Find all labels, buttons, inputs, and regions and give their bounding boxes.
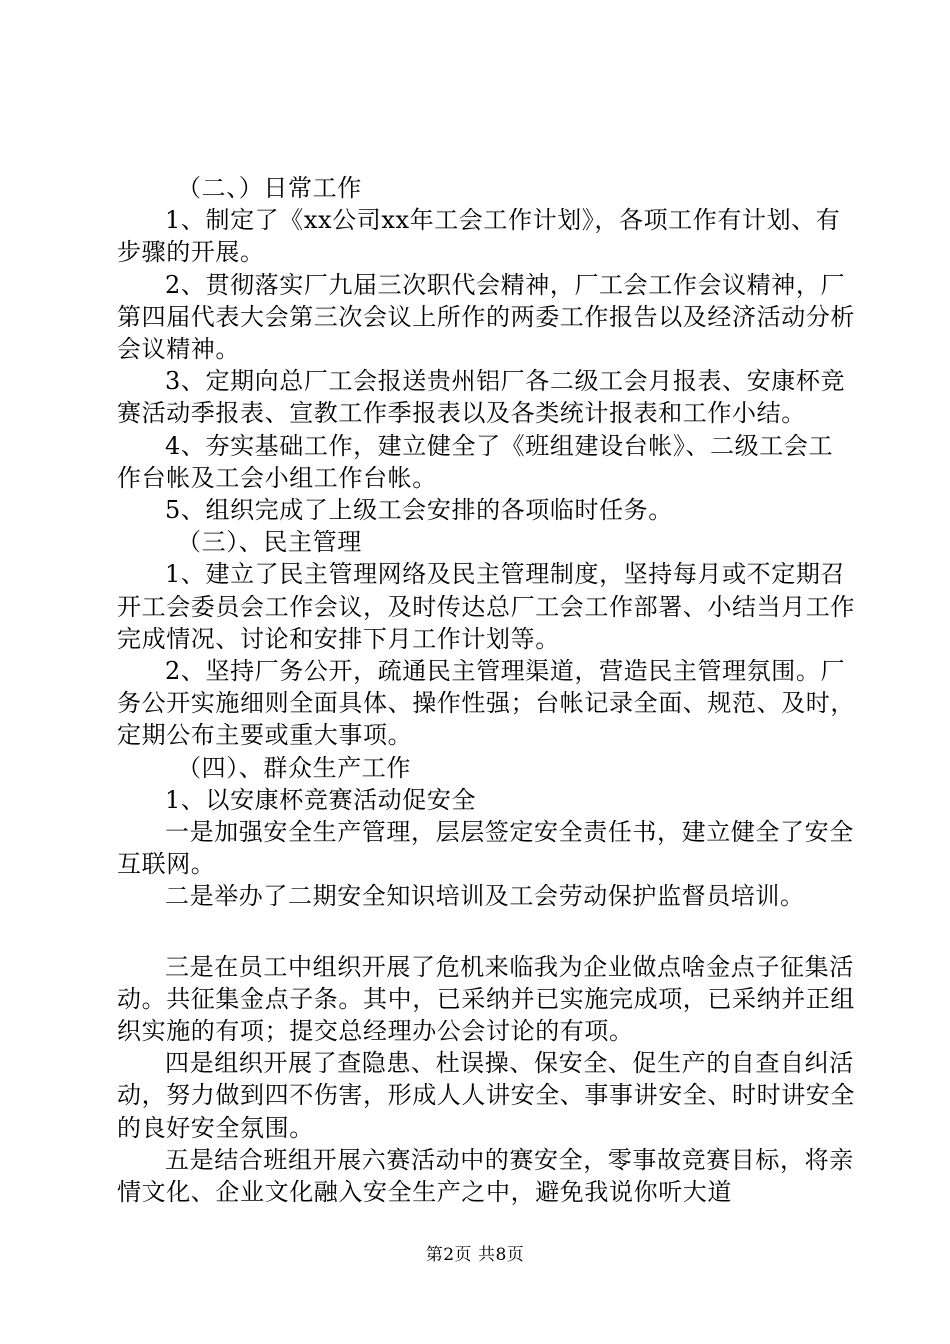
paragraph: 3、定期向总厂工会报送贵州铝厂各二级工会月报表、安康杯竞赛活动季报表、宣教工作季报表以及各类统计报表和工作小结。 <box>117 367 846 428</box>
section-heading-mass-production: （四）、群众生产工作 <box>177 753 411 782</box>
paragraph: 2、坚持厂务公开，疏通民主管理渠道，营造民主管理氛围。厂务公开实施细则全面具体、操作性强；台帐记录全面、规范、及时，定期公布主要或重大事项。 <box>117 657 855 750</box>
paragraph: 1、以安康杯竞赛活动促安全 <box>165 785 477 814</box>
blank-line <box>117 913 857 951</box>
paragraph: 5、组织完成了上级工会安排的各项临时任务。 <box>165 496 673 525</box>
paragraph: 4、夯实基础工作，建立健全了《班组建设台帐》、二级工会工作台帐及工会小组工作台帐。 <box>117 431 834 492</box>
page-number-footer: 第2页 共8页 <box>425 1245 525 1265</box>
paragraph: 一是加强安全生产管理，层层签定安全责任书，建立健全了安全互联网。 <box>117 818 854 879</box>
paragraph: 1、建立了民主管理网络及民主管理制度，坚持每月或不定期召开工会委员会工作会议，及时传达总厂工会工作部署、小结当月工作完成情况、讨论和安排下月工作计划等。 <box>117 560 855 653</box>
paragraph: 四是组织开展了查隐患、杜误操、保安全、促生产的自查自纠活动，努力做到四不伤害，形成人人讲安全、事事讲安全、时时讲安全的良好安全氛围。 <box>117 1049 855 1142</box>
paragraph: 五是结合班组开展六赛活动中的赛安全，零事故竞赛目标，将亲情文化、企业文化融入安全生产之中，避免我说你听大道 <box>117 1145 854 1207</box>
paragraph: 二是举办了二期安全知识培训及工会劳动保护监督员培训。 <box>165 882 805 911</box>
section-heading-democratic-management: （三）、民主管理 <box>177 528 362 557</box>
paragraph: 三是在员工中组织开展了危机来临我为企业做点啥金点子征集活动。共征集金点子条。其中，已采纳并已实施完成项，已采纳并正组织实施的有项；提交总经理办公会讨论的有项。 <box>117 952 855 1046</box>
paragraph: 1、制定了《xx公司xx年工会工作计划》，各项工作有计划、有步骤的开展。 <box>117 206 841 267</box>
paragraph: 2、贯彻落实厂九届三次职代会精神，厂工会工作会议精神，厂第四届代表大会第三次会议上所作的两委工作报告以及经济活动分析会议精神。 <box>117 270 855 364</box>
section-heading-daily-work: （二、）日常工作 <box>177 174 362 202</box>
document-body <box>117 172 857 1208</box>
